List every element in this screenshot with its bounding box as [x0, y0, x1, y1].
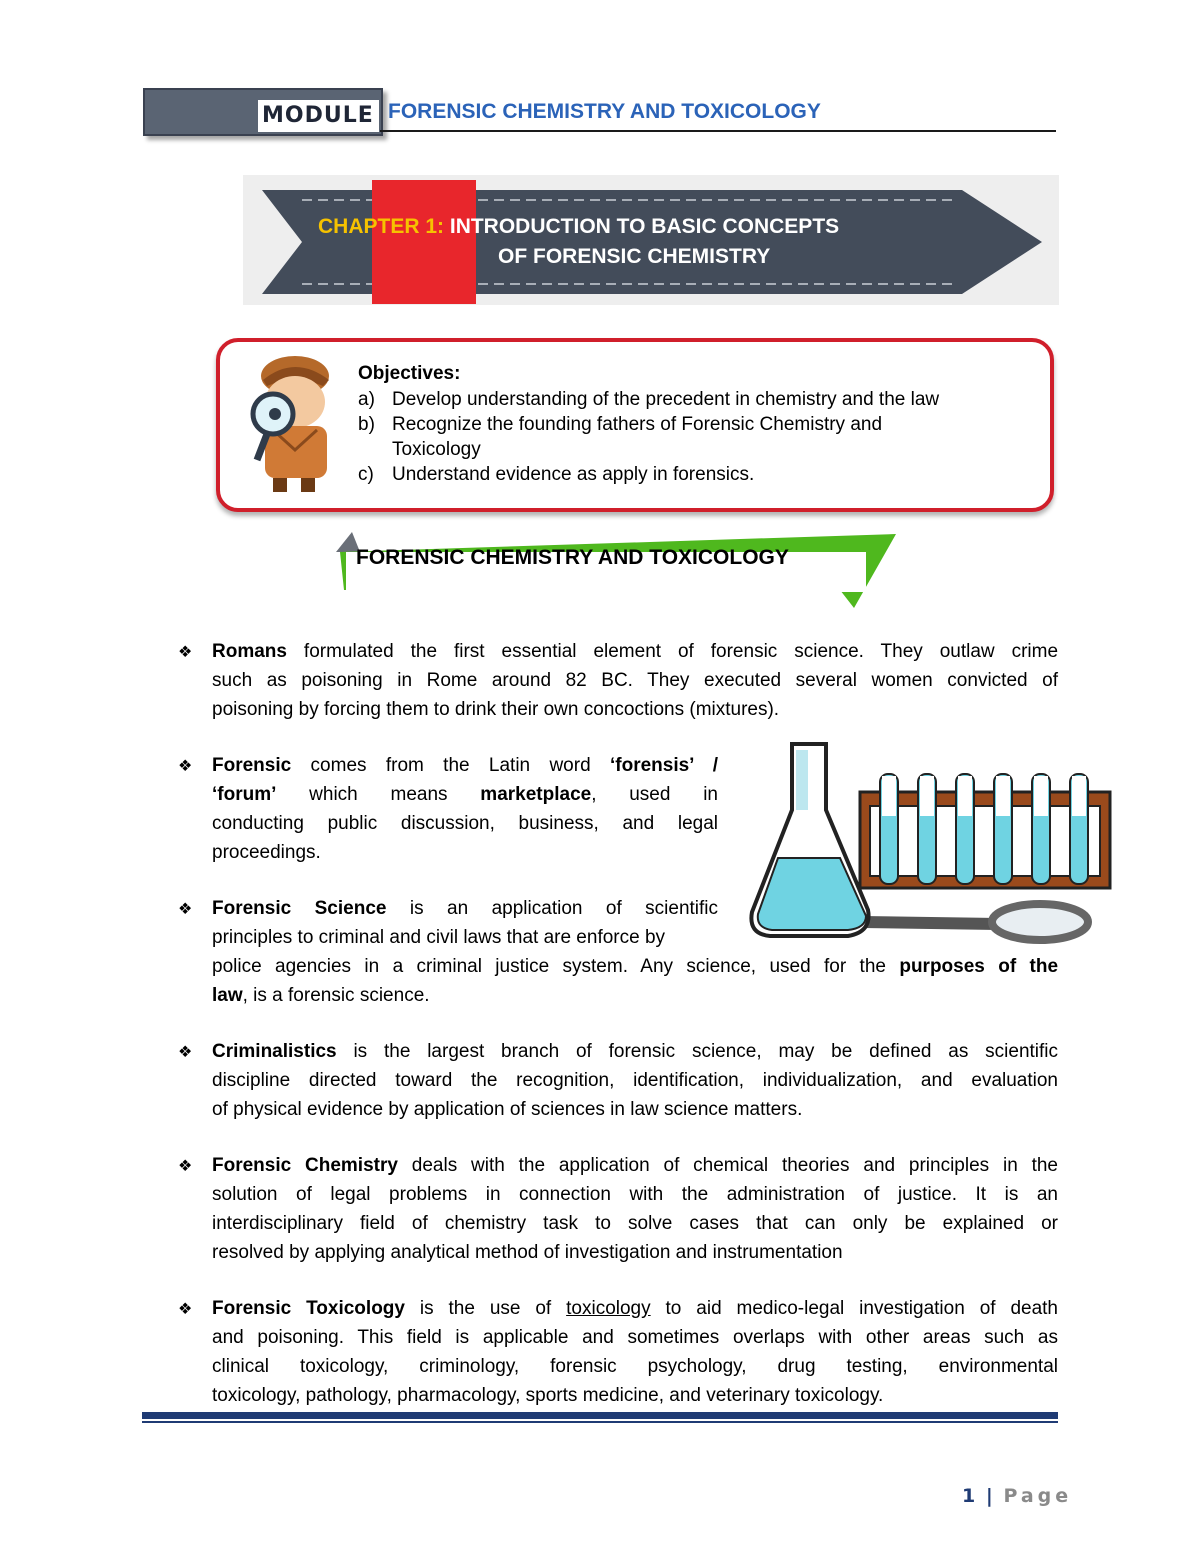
- detective-icon: [243, 350, 343, 496]
- chapter-red-tab: [372, 180, 476, 304]
- diamond-bullet-icon: ❖: [178, 644, 193, 661]
- chapter-number: CHAPTER 1:: [318, 215, 445, 238]
- section-title: FORENSIC CHEMISTRY AND TOXICOLOGY: [356, 546, 789, 569]
- objective-item-b: b) Recognize the founding fathers of Forensic Chemistry and: [358, 414, 883, 435]
- objective-item-a: a) Develop understanding of the precedent in chemistry and the law: [358, 389, 940, 410]
- page-number: 1 | Page: [962, 1485, 1073, 1507]
- objective-item-b-continued: Toxicology: [392, 439, 481, 460]
- module-label: MODULE: [262, 103, 374, 128]
- chapter-title-line1: [318, 213, 839, 241]
- diamond-bullet-icon: ❖: [178, 1044, 193, 1061]
- chapter-title-line2: OF FORENSIC CHEMISTRY: [498, 245, 771, 268]
- footer-rule-thin: [142, 1421, 1058, 1423]
- diamond-bullet-icon: ❖: [178, 758, 193, 775]
- footer-rule: [142, 1412, 1058, 1419]
- diamond-bullet-icon: ❖: [178, 1301, 193, 1318]
- chapter-title-text: INTRODUCTION TO BASIC CONCEPTS: [449, 215, 840, 238]
- toxicology-link[interactable]: toxicology: [566, 1298, 651, 1319]
- diamond-bullet-icon: ❖: [178, 901, 193, 918]
- objective-item-c: c) Understand evidence as apply in forensics.: [358, 464, 755, 485]
- diamond-bullet-icon: ❖: [178, 1158, 193, 1175]
- lab-glassware-icon: [748, 740, 1114, 950]
- objectives-title: Objectives:: [358, 363, 461, 384]
- header-title: FORENSIC CHEMISTRY AND TOXICOLOGY: [388, 100, 821, 123]
- header-rule: [380, 130, 1056, 132]
